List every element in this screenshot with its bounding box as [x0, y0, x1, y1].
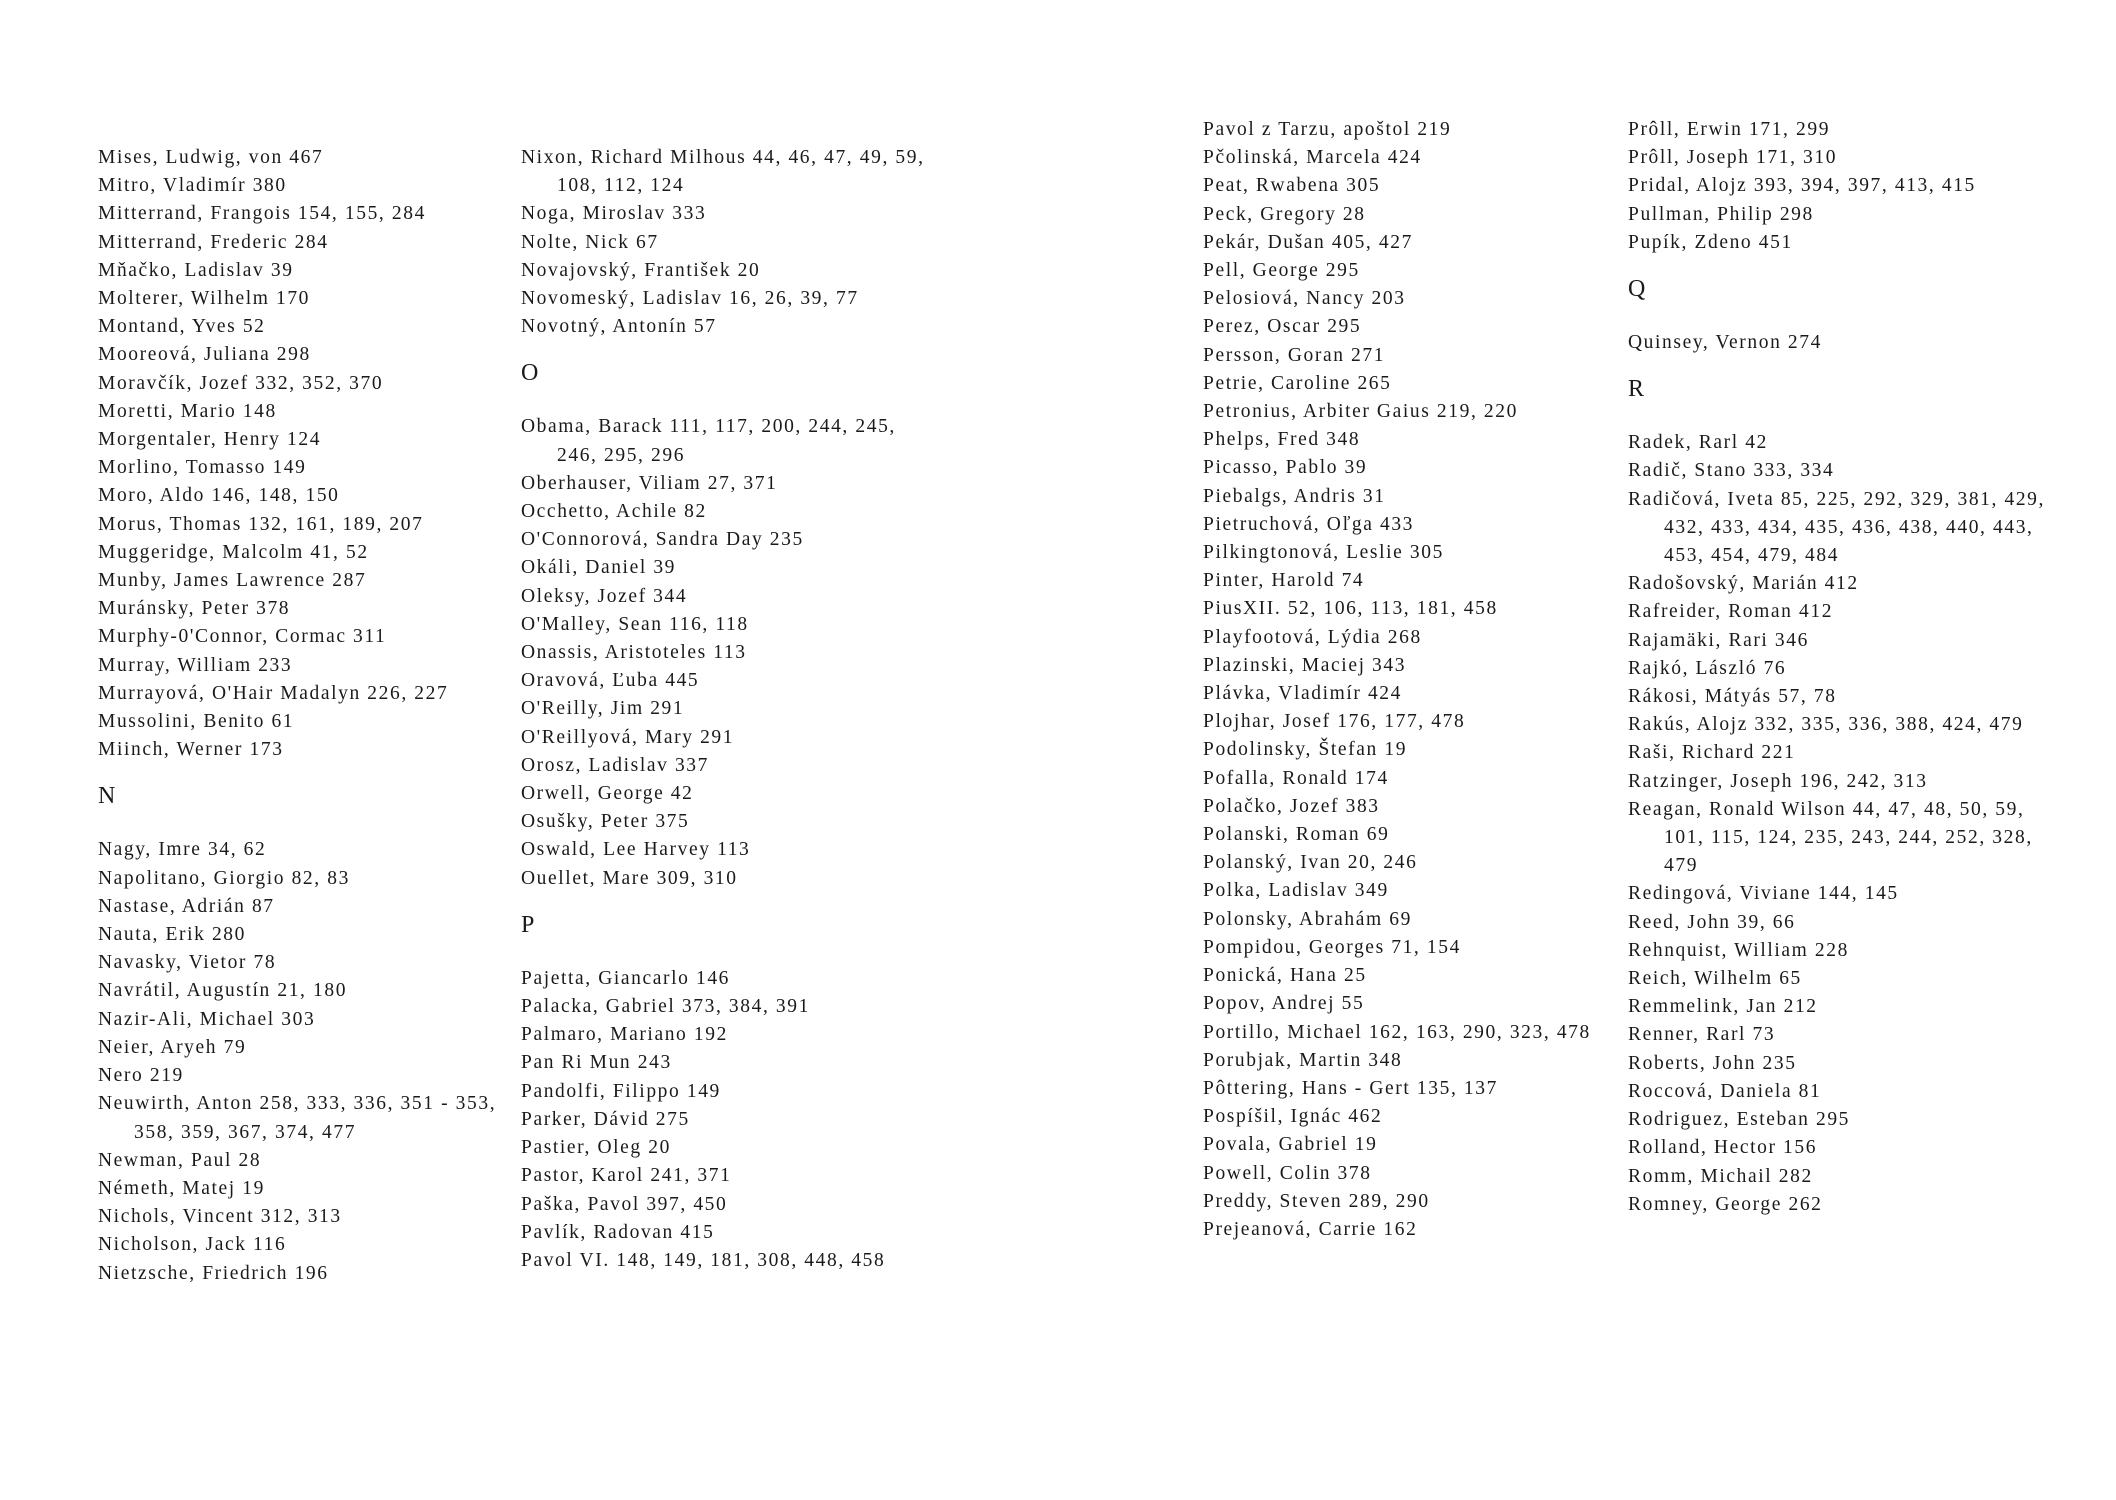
index-entry: Neuwirth, Anton 258, 333, 336, 351 - 353, 358, 359, 367, 374, 477	[98, 1093, 497, 1143]
index-entry: Picasso, Pablo 39	[1203, 457, 1368, 479]
index-entry: Nero 219	[98, 1065, 184, 1087]
index-entry: Rajamäki, Rari 346	[1628, 629, 1809, 651]
index-entry: Nixon, Richard Milhous 44, 46, 47, 49, 59, 108, 112, 124	[521, 147, 925, 197]
index-entry: Occhetto, Achile 82	[521, 501, 707, 523]
index-entry: Pupík, Zdeno 451	[1628, 231, 1793, 253]
index-entry: Playfootová, Lýdia 268	[1203, 626, 1422, 648]
index-letter-heading: N	[98, 783, 116, 810]
index-entry: Palmaro, Mariano 192	[521, 1024, 728, 1046]
index-entry: Moravčík, Jozef 332, 352, 370	[98, 372, 384, 394]
index-entry: Radič, Stano 333, 334	[1628, 460, 1835, 482]
index-entry: Rákosi, Mátyás 57, 78	[1628, 686, 1837, 708]
index-entry: Redingová, Viviane 144, 145	[1628, 883, 1899, 905]
index-entry: Parker, Dávid 275	[521, 1108, 690, 1130]
index-letter-heading: R	[1628, 376, 1645, 403]
index-entry: Morgentaler, Henry 124	[98, 429, 322, 451]
index-entry: Renner, Rarl 73	[1628, 1024, 1776, 1046]
index-entry: Orwell, George 42	[521, 783, 694, 805]
index-entry: Phelps, Fred 348	[1203, 429, 1361, 451]
index-entry: Palacka, Gabriel 373, 384, 391	[521, 996, 810, 1018]
index-entry: Nagy, Imre 34, 62	[98, 839, 267, 861]
index-entry: Povala, Gabriel 19	[1203, 1134, 1378, 1156]
index-entry: Peat, Rwabena 305	[1203, 175, 1381, 197]
index-entry: Rolland, Hector 156	[1628, 1137, 1818, 1159]
index-entry: Pell, George 295	[1203, 260, 1360, 282]
index-entry: Pinter, Harold 74	[1203, 570, 1365, 592]
index-entry: O'Reilly, Jim 291	[521, 698, 685, 720]
index-entry: Oleksy, Jozef 344	[521, 585, 688, 607]
index-entry: O'Connorová, Sandra Day 235	[521, 529, 804, 551]
index-entry: Prôll, Joseph 171, 310	[1628, 147, 1838, 169]
index-column-3	[1203, 116, 1623, 1244]
index-entry: Onassis, Aristoteles 113	[521, 642, 747, 664]
index-entry: Mitterrand, Frederic 284	[98, 231, 329, 253]
index-entry: Nastase, Adrián 87	[98, 895, 275, 917]
index-entry: Pavol VI. 148, 149, 181, 308, 448, 458	[521, 1249, 886, 1271]
index-entry: Mitro, Vladimír 380	[98, 175, 287, 197]
index-entry: Rodriguez, Esteban 295	[1628, 1109, 1851, 1131]
index-entry: Radičová, Iveta 85, 225, 292, 329, 381, 429, 432, 433, 434, 435, 436, 438, 440, 443, 453, 454, 479, 484	[1628, 488, 2046, 567]
index-entry: Raši, Richard 221	[1628, 742, 1796, 764]
index-entry: Oberhauser, Viliam 27, 371	[521, 472, 778, 494]
index-entry: Newman, Paul 28	[98, 1149, 262, 1171]
index-entry: Muggeridge, Malcolm 41, 52	[98, 541, 369, 563]
index-entry: Moretti, Mario 148	[98, 400, 277, 422]
index-entry: Obama, Barack 111, 117, 200, 244, 245, 246, 295, 296	[521, 416, 896, 466]
index-entry: Reagan, Ronald Wilson 44, 47, 48, 50, 59, 101, 115, 124, 235, 243, 244, 252, 328, 479	[1628, 798, 2033, 877]
index-entry: Peck, Gregory 28	[1203, 203, 1366, 225]
index-entry: Pietruchová, Oľga 433	[1203, 513, 1415, 535]
index-entry: Porubjak, Martin 348	[1203, 1049, 1403, 1071]
index-entry: Nichols, Vincent 312, 313	[98, 1206, 342, 1228]
index-entry: Neier, Aryeh 79	[98, 1036, 247, 1058]
index-entry: Pullman, Philip 298	[1628, 203, 1814, 225]
index-entry: Pofalla, Ronald 174	[1203, 767, 1389, 789]
index-entry: Reed, John 39, 66	[1628, 911, 1796, 933]
index-entry: Nazir-Ali, Michael 303	[98, 1008, 316, 1030]
index-entry: Murphy-0'Connor, Cormac 311	[98, 626, 387, 648]
index-entry: Mises, Ludwig, von 467	[98, 147, 324, 168]
index-entry: Pospíšil, Ignác 462	[1203, 1106, 1383, 1128]
index-entry: Ratzinger, Joseph 196, 242, 313	[1628, 770, 1928, 792]
index-entry: Pekár, Dušan 405, 427	[1203, 231, 1413, 253]
index-entry: Oswald, Lee Harvey 113	[521, 839, 751, 861]
index-entry: Pompidou, Georges 71, 154	[1203, 936, 1461, 958]
index-entry: Pavol z Tarzu, apoštol 219	[1203, 119, 1452, 140]
index-entry: Radošovský, Marián 412	[1628, 573, 1859, 595]
index-entry: Roccová, Daniela 81	[1628, 1080, 1822, 1102]
index-entry: Mňačko, Ladislav 39	[98, 259, 294, 281]
index-entry: Nietzsche, Friedrich 196	[98, 1262, 329, 1284]
index-entry: Plávka, Vladimír 424	[1203, 683, 1402, 705]
index-entry: Novomeský, Ladislav 16, 26, 39, 77	[521, 288, 859, 310]
index-entry: O'Reillyová, Mary 291	[521, 726, 735, 748]
index-entry: Montand, Yves 52	[98, 316, 266, 338]
index-entry: Németh, Matej 19	[98, 1177, 265, 1199]
index-entry: Prejeanová, Carrie 162	[1203, 1218, 1418, 1240]
index-entry: Polka, Ladislav 349	[1203, 880, 1389, 902]
index-entry: O'Malley, Sean 116, 118	[521, 613, 749, 635]
index-entry: Polačko, Jozef 383	[1203, 795, 1380, 817]
index-entry: Oravová, Ľuba 445	[521, 670, 700, 692]
index-entry: Navasky, Vietor 78	[98, 952, 277, 974]
index-entry: Podolinsky, Štefan 19	[1203, 739, 1408, 761]
index-entry: Muránsky, Peter 378	[98, 598, 291, 620]
index-entry: Pan Ri Mun 243	[521, 1052, 672, 1074]
index-entry: Pastier, Oleg 20	[521, 1137, 671, 1159]
index-entry: Persson, Goran 271	[1203, 344, 1386, 366]
index-letter-heading: Q	[1628, 276, 1646, 303]
index-entry: Pajetta, Giancarlo 146	[521, 967, 731, 989]
index-entry: Plazinski, Maciej 343	[1203, 654, 1407, 676]
index-entry: Navrátil, Augustín 21, 180	[98, 980, 348, 1002]
index-entry: Morus, Thomas 132, 161, 189, 207	[98, 513, 424, 535]
index-entry: Mitterrand, Frangois 154, 155, 284	[98, 203, 426, 225]
index-letter-heading: O	[521, 360, 539, 387]
index-entry: Piebalgs, Andris 31	[1203, 485, 1386, 507]
index-entry: Pilkingtonová, Leslie 305	[1203, 542, 1444, 564]
index-entry: Polanski, Roman 69	[1203, 824, 1390, 846]
index-entry: Rajkó, László 76	[1628, 657, 1787, 679]
index-entry: Roberts, John 235	[1628, 1052, 1797, 1074]
index-entry: Pandolfi, Filippo 149	[521, 1080, 721, 1102]
index-entry: Rakús, Alojz 332, 335, 336, 388, 424, 479	[1628, 714, 2024, 736]
index-entry: Romm, Michail 282	[1628, 1165, 1813, 1187]
index-entry: PiusXII. 52, 106, 113, 181, 458	[1203, 598, 1498, 620]
index-entry: Ouellet, Mare 309, 310	[521, 867, 738, 889]
index-letter-heading: P	[521, 911, 535, 938]
index-entry: Popov, Andrej 55	[1203, 993, 1365, 1015]
index-entry: Prôll, Erwin 171, 299	[1628, 119, 1831, 140]
index-entry: Osušky, Peter 375	[521, 811, 690, 833]
index-entry: Ponická, Hana 25	[1203, 965, 1367, 987]
index-entry: Noga, Miroslav 333	[521, 203, 707, 225]
index-entry: Paška, Pavol 397, 450	[521, 1193, 728, 1215]
index-entry: Mooreová, Juliana 298	[98, 344, 311, 366]
index-entry: Orosz, Ladislav 337	[521, 754, 709, 776]
index-column-1	[98, 144, 518, 1288]
index-entry: Powell, Colin 378	[1203, 1162, 1372, 1184]
index-entry: Pčolinská, Marcela 424	[1203, 147, 1422, 169]
index-entry: Mussolini, Benito 61	[98, 711, 295, 733]
index-entry: Moro, Aldo 146, 148, 150	[98, 485, 340, 507]
index-entry: Petronius, Arbiter Gaius 219, 220	[1203, 401, 1518, 423]
index-entry: Remmelink, Jan 212	[1628, 996, 1818, 1018]
index-entry: Murray, William 233	[98, 654, 293, 676]
index-entry: Nicholson, Jack 116	[98, 1234, 287, 1256]
index-entry: Molterer, Wilhelm 170	[98, 288, 311, 310]
index-entry: Nolte, Nick 67	[521, 231, 659, 253]
index-entry: Pôttering, Hans - Gert 135, 137	[1203, 1077, 1498, 1099]
index-entry: Rafreider, Roman 412	[1628, 601, 1834, 623]
index-entry: Novajovský, František 20	[521, 259, 761, 281]
index-entry: Pelosiová, Nancy 203	[1203, 288, 1406, 310]
index-entry: Radek, Rarl 42	[1628, 432, 1768, 454]
index-column-2	[521, 144, 941, 1275]
index-entry: Murrayová, O'Hair Madalyn 226, 227	[98, 682, 449, 704]
index-entry: Petrie, Caroline 265	[1203, 372, 1392, 394]
index-entry: Plojhar, Josef 176, 177, 478	[1203, 711, 1466, 733]
index-entry: Napolitano, Giorgio 82, 83	[98, 867, 350, 889]
index-entry: Polonsky, Abrahám 69	[1203, 908, 1412, 930]
index-entry: Rehnquist, William 228	[1628, 939, 1849, 961]
index-entry: Nauta, Erik 280	[98, 924, 247, 946]
index-entry: Polanský, Ivan 20, 246	[1203, 852, 1418, 874]
index-entry: Munby, James Lawrence 287	[98, 570, 367, 592]
index-entry: Portillo, Michael 162, 163, 290, 323, 478	[1203, 1021, 1591, 1043]
index-entry: Pridal, Alojz 393, 394, 397, 413, 415	[1628, 175, 1976, 197]
index-entry: Novotný, Antonín 57	[521, 316, 717, 338]
index-entry: Morlino, Tomasso 149	[98, 457, 307, 479]
index-column-4	[1628, 116, 2068, 1219]
index-entry: Reich, Wilhelm 65	[1628, 968, 1802, 990]
index-entry: Quinsey, Vernon 274	[1628, 332, 1822, 354]
index-entry: Pavlík, Radovan 415	[521, 1221, 715, 1243]
index-entry: Romney, George 262	[1628, 1193, 1823, 1215]
index-entry: Perez, Oscar 295	[1203, 316, 1362, 338]
index-entry: Preddy, Steven 289, 290	[1203, 1190, 1430, 1212]
index-entry: Okáli, Daniel 39	[521, 557, 677, 579]
index-entry: Pastor, Karol 241, 371	[521, 1165, 732, 1187]
index-entry: Miinch, Werner 173	[98, 739, 284, 761]
